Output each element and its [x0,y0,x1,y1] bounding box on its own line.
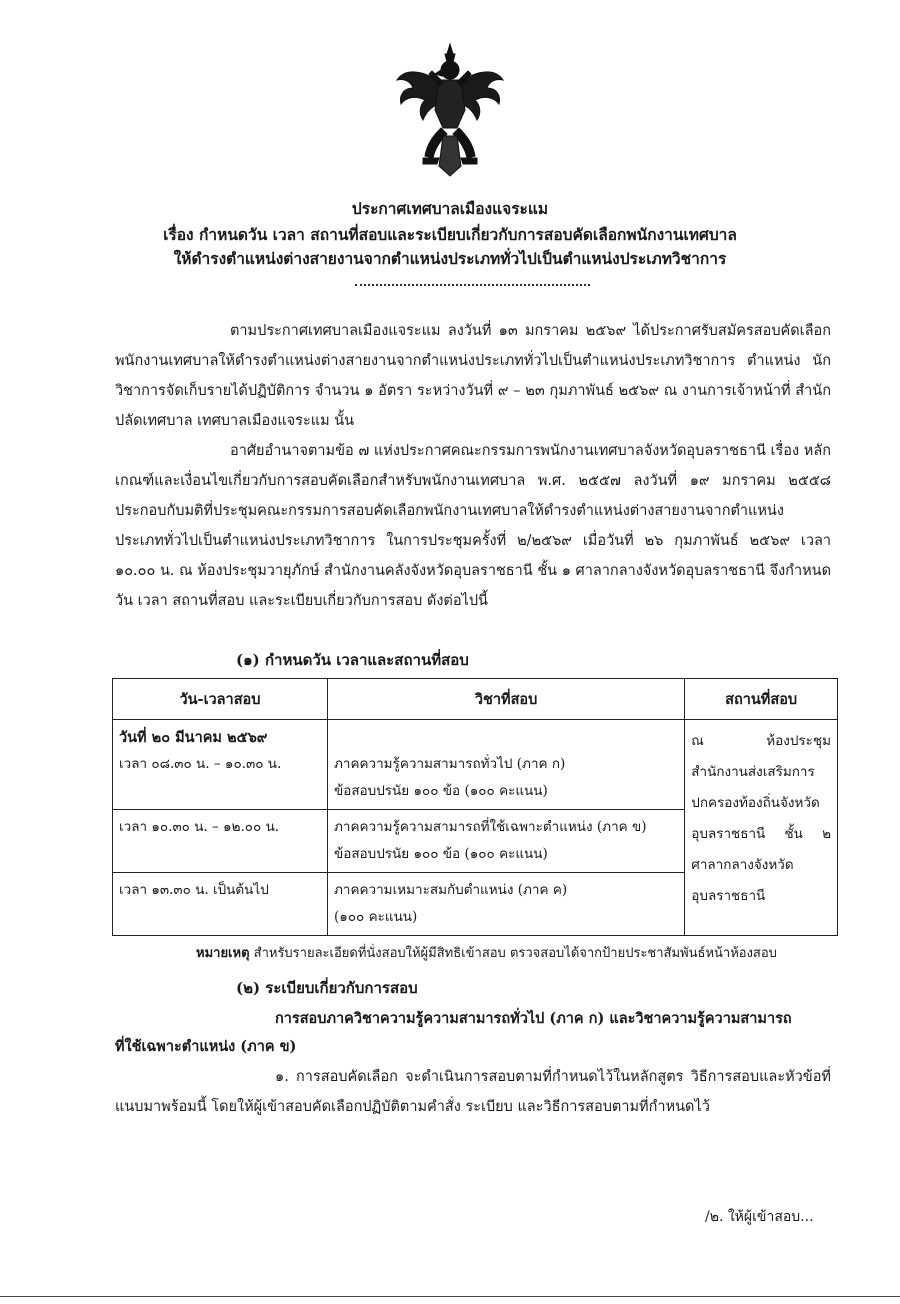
paragraph-3 [115,1062,831,1122]
subject-name: ภาคความรู้ความสามารถทั่วไป (ภาค ก) [333,756,566,772]
datetime-cell [113,810,328,873]
paragraph-1 [115,316,831,436]
dotted-divider [355,284,590,286]
subject-cell [327,810,684,873]
table-header-row [113,679,838,720]
header-subject: วิชาที่สอบ [327,679,684,720]
garuda-emblem-icon [395,40,505,180]
table-note [196,942,777,963]
continuation-note: /๒. ให้ผู้เข้าสอบ... [705,1209,814,1225]
subject-line-1: เรื่อง กำหนดวัน เวลา สถานที่สอบและระเบียบเกี่ยวกับการสอบคัดเลือกพนักงานเทศบาล [163,225,737,244]
paragraph-2-text: อาศัยอำนาจตามข้อ ๗ แห่งประกาศคณะกรรมการพนักงานเทศบาลจังหวัดอุบลราชธานี เรื่อง หลักเกณฑ์และเงื่อนไขเกี่ยวกับการสอบคัดเลือกสำหรับพนักงานเทศบาล พ.ศ. ๒๕๕๗ ลงวันที่ ๑๙ มกราคม ๒๕๕๘ ประกอบกับมติที่ประชุมคณะกรรมการสอบคัดเลือกพนักงานเทศบาลให้ดำรงตำแหน่งต่างสายงานจากตำแหน่งประเภททั่วไปเป็นตำแหน่งประเภทวิชาการ ในการประชุมครั้งที่ ๒/๒๕๖๙ เมื่อวันที่ ๒๖ กุมภาพันธ์ ๒๕๖๙ เวลา ๑๐.๐๐ น. ณ ห้องประชุมวายุภักษ์ สำนักงานคลังจังหวัดอุบลราชธานี ชั้น ๑ ศาลากลางจังหวัดอุบลราชธานี จึงกำหนดวัน เวลา สถานที่สอบ และระเบียบเกี่ยวกับการสอบ ดังต่อไปนี้ [115,443,831,609]
paragraph-3-text: ๑. การสอบคัดเลือก จะดำเนินการสอบตามที่กำหนดไว้ในหลักสูตร วิธีการสอบและหัวข้อที่แนบมาพร้อมนี้ โดยให้ผู้เข้าสอบคัดเลือกปฏิบัติตามคำสั่ง ระเบียบ และวิธีการสอบตามที่กำหนดไว้ [115,1069,831,1115]
subject-detail: ข้อสอบปรนัย ๑๐๐ ข้อ (๑๐๐ คะแนน) [333,783,548,799]
exam-place: ณ ห้องประชุม สำนักงานส่งเสริมการปกครองท้องถิ่นจังหวัดอุบลราชธานี ชั้น ๒ ศาลากลางจังหวัดอุบลราชธานี [691,733,831,904]
section-2-subheading-1: การสอบภาควิชาความรู้ความสามารถทั่วไป (ภาค ก) และวิชาความรู้ความสามารถ [275,1010,792,1027]
exam-place-cell [685,720,838,936]
page-bottom-border [0,1296,900,1297]
header-datetime: วัน-เวลาสอบ [113,679,328,720]
paragraph-2 [115,436,831,616]
section-2-title: (๒) ระเบียบเกี่ยวกับการสอบ [236,979,418,997]
datetime-cell [113,873,328,936]
exam-time: เวลา ๑๓.๓๐ น. เป็นต้นไป [119,882,269,898]
note-text: สำหรับรายละเอียดที่นั่งสอบให้ผู้มีสิทธิเข้าสอบ ตรวจสอบได้จากป้ายประชาสัมพันธ์หน้าห้องสอบ [249,946,777,961]
section-2-subheading-2: ที่ใช้เฉพาะตำแหน่ง (ภาค ข) [115,1038,297,1055]
announcement-title: ประกาศเทศบาลเมืองแจระแม [351,199,549,218]
exam-date: วันที่ ๒๐ มีนาคม ๒๕๖๙ [119,729,268,746]
table-row [113,720,838,810]
exam-schedule-table [112,678,838,936]
exam-time: เวลา ๑๐.๓๐ น. – ๑๒.๐๐ น. [119,819,280,835]
exam-time: เวลา ๐๘.๓๐ น. – ๑๐.๓๐ น. [119,756,282,772]
note-label: หมายเหตุ [196,946,250,961]
subject-name: ภาคความเหมาะสมกับตำแหน่ง (ภาค ค) [333,882,568,898]
datetime-cell [113,720,328,810]
paragraph-1-text: ตามประกาศเทศบาลเมืองแจระแม ลงวันที่ ๑๓ มกราคม ๒๕๖๙ ได้ประกาศรับสมัครสอบคัดเลือกพนักงานเทศบาลให้ดำรงตำแหน่งต่างสายงานจากตำแหน่งประเภททั่วไปเป็นตำแหน่งประเภทวิชาการ ตำแหน่ง นักวิชาการจัดเก็บรายได้ปฏิบัติการ จำนวน ๑ อัตรา ระหว่างวันที่ ๙ – ๒๓ กุมภาพันธ์ ๒๕๖๙ ณ งานการเจ้าหน้าที่ สำนักปลัดเทศบาล เทศบาลเมืองแจระแม นั้น [115,323,831,429]
header-place: สถานที่สอบ [685,679,838,720]
subject-cell [327,873,684,936]
subject-detail: ข้อสอบปรนัย ๑๐๐ ข้อ (๑๐๐ คะแนน) [333,846,548,862]
subject-cell [327,720,684,810]
subject-line-2: ให้ดำรงตำแหน่งต่างสายงานจากตำแหน่งประเภททั่วไปเป็นตำแหน่งประเภทวิชาการ [173,249,727,268]
subject-detail: (๑๐๐ คะแนน) [333,909,418,925]
section-1-title: (๑) กำหนดวัน เวลาและสถานที่สอบ [236,651,469,669]
subject-name: ภาคความรู้ความสามารถที่ใช้เฉพาะตำแหน่ง (ภาค ข) [333,819,647,835]
